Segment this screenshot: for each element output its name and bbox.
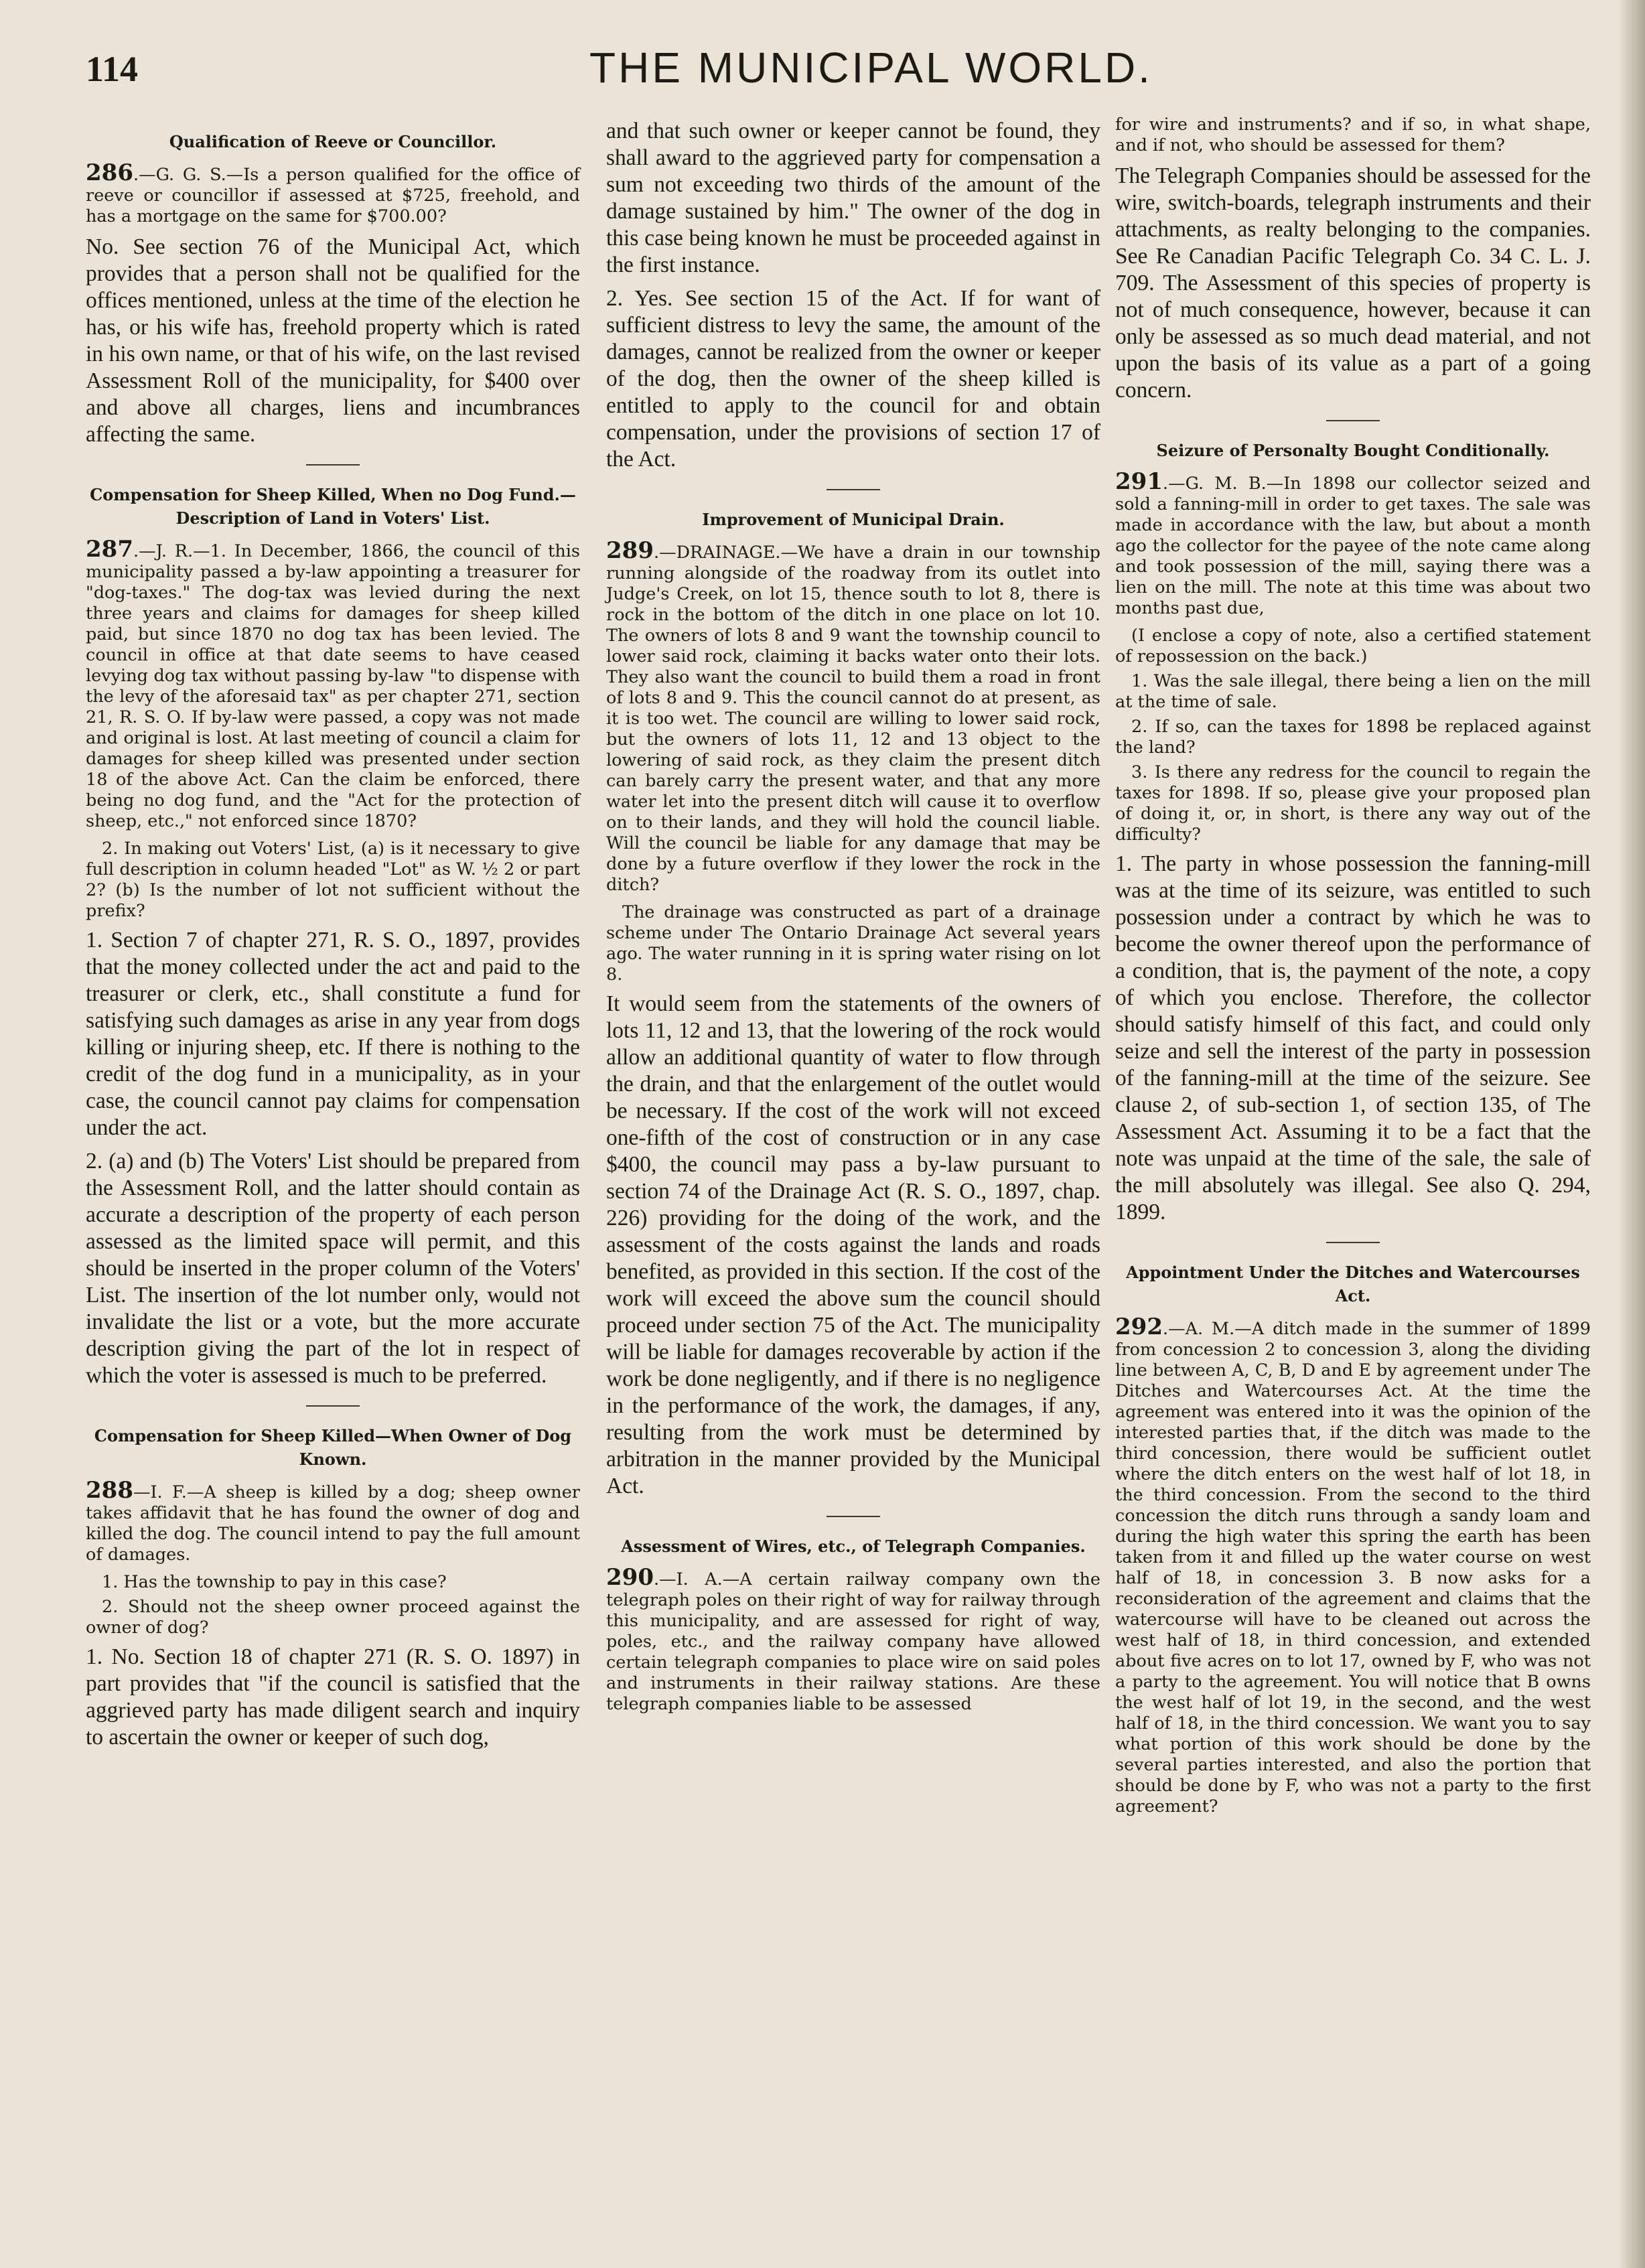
question-subpart: 1. Has the township to pay in this case? [102, 1572, 447, 1592]
question-subpart: (I enclose a copy of note, also a certified statement of repossession on the back.) [1115, 626, 1591, 666]
section-divider [827, 489, 880, 490]
question-paragraph [606, 1564, 1100, 1715]
question-subpart: 2. If so, can the taxes for 1898 be replaced against the land? [1115, 717, 1591, 758]
question-text: .—J. R.—1. In December, 1866, the council of this municipality passed a by-law appointing a treasurer for "dog-taxes." The dog-tax was levied during the next three years and claims for damages for sheep killed paid, but since 1870 no dog tax has been levied. The council in office at that date seems to have ceased levying dog tax without passing by-law "to dispense with the levy of the aforesaid tax" as per chapter 271, section 21, R. S. O. If by-law were passed, a copy was not made and original is lost. At last meeting of council a claim for damages for sheep killed was presented under section 18 of the above Act. Can the claim be enforced, there being no dog fund, and the "Act for the protection of sheep, etc.," not enforced since 1870? [86, 541, 580, 831]
question-subpart: 2. In making out Voters' List, (a) is it necessary to give full description in column headed "Lot" as W. ½ 2 or part 2? (b) Is the number of lot not sufficient without the prefix? [86, 839, 580, 921]
question-paragraph [86, 159, 580, 227]
question-paragraph [1115, 468, 1591, 619]
question-text: .—DRAINAGE.—We have a drain in our township running alongside of the roadway from its outlet into Judge's Creek, on lot 15, thence south to lot 8, there is rock in the bottom of the ditch in one place on lot 10. The owners of lots 8 and 9 want the township council to lower said rock, claiming it backs water onto their lots. They also want the council to build them a road in front of lots 8 and 9. This the council cannot do at present, as it is too wet. The council are willing to lower said rock, but the owners of lots 11, 12 and 13 object to the lowering of said rock, as they claim the present ditch can barely carry the present water, and that any more water let into the present ditch will cause it to overflow on to their lands, and they will hold the council liable. Will the council be liable for any damage that may be done by a future overflow if they lower the rock in the ditch? [606, 543, 1100, 895]
question-number: 288 [86, 1477, 133, 1504]
section-heading: Compensation for Sheep Killed, When no Dog Fund.—Description of Land in Voters' List. [90, 485, 576, 528]
column-3 [1115, 113, 1591, 1824]
section-divider [306, 1405, 360, 1407]
column-2 [606, 113, 1100, 1721]
question-subpart: 1. Was the sale illegal, there being a lien on the mill at the time of sale. [1115, 671, 1591, 712]
question-paragraph [86, 536, 580, 832]
answer-paragraph: No. See section 76 of the Municipal Act, which provides that a person shall not be qualified for the offices mentioned, unless at the time of the election he has, or his wife has, freehold property which is rated in his own name, or that of his wife, on the last revised Assessment Roll of the municipality, for $400 over and above all charges, liens and incumbrances affecting the same. [86, 234, 580, 447]
answer-paragraph: 2. (a) and (b) The Voters' List should be prepared from the Assessment Roll, and the latter should contain as accurate a description of the property of each person assessed as the limited space will permit, and this should be inserted in the proper column of the Voters' List. The insertion of the lot number only, would not invalidate the list or a vote, but the more accurate description giving the part of the lot in respect of which the voter is assessed is much to be preferred. [86, 1149, 580, 1388]
section-heading: Assessment of Wires, etc., of Telegraph Companies. [621, 1537, 1086, 1556]
question-subpart: 3. Is there any redress for the council to regain the taxes for 1898. If so, please give your proposed plan of doing it, or, in short, is there any way out of the difficulty? [1115, 762, 1591, 845]
question-number: 292 [1115, 1314, 1163, 1340]
answer-paragraph: It would seem from the statements of the owners of lots 11, 12 and 13, that the lowering of the rock would allow an additional quantity of water to flow through the drain, and that the enlargement of the outlet would be necessary. If the cost of the work will not exceed one-fifth of the cost of construction or in any case $400, the council may pass a by-law pursuant to section 74 of the Drainage Act (R. S. O., 1897, chap. 226) providing for the doing of the work, and the assessment of the costs against the lands and roads benefited, as provided in this section. If the cost of the work will exceed the above sum the council should proceed under section 75 of the Act. The municipality will be liable for damages recoverable by action if the work be done negligently, and if there is no negligence in the performance of the work, the damages, if any, resulting from the work must be determined by arbitration in the manner provided by the Municipal Act. [606, 991, 1100, 1498]
question-text: .—G. G. S.—Is a person qualified for the office of reeve or councillor if assessed at $725, freehold, and has a mortgage on the same for $700.00? [86, 165, 580, 226]
answer-paragraph: and that such owner or keeper cannot be found, they shall award to the aggrieved party for compensation a sum not exceeding two thirds of the amount of the damage sustained by him." The owner of the dog in this case being known he must be proceeded against in the first instance. [606, 119, 1100, 277]
question-text: .—I. A.—A certain railway company own the telegraph poles on their right of way for railway through this municipality, and are assessed for right of way, poles, etc., and the railway company have allowed certain telegraph companies to place wire on said poles and instruments in their railway stations. Are these telegraph companies liable to be assessed [606, 1569, 1100, 1714]
question-paragraph [1115, 113, 1591, 156]
section-divider [827, 1516, 880, 1517]
question-number: 287 [86, 536, 133, 563]
question-paragraph [1115, 1314, 1591, 1817]
answer-paragraph: 1. The party in whose possession the fanning-mill was at the time of its seizure, was entitled to such possession under a contract by which he was to become the owner thereof upon the performance of a condition, that is, the payment of the note, a copy of which you enclose. Therefore, the collector should satisfy himself of this fact, and could only seize and sell the interest of the party in possession of the fanning-mill at the time of the seizure. See clause 2, of sub-section 1, of section 135, of The Assessment Act. Assuming it to be a fact that the note was unpaid at the time of the sale, the sale of the mill absolutely was illegal. See also Q. 294, 1899. [1115, 851, 1591, 1224]
question-number: 286 [86, 159, 133, 186]
answer-paragraph: The Telegraph Companies should be assessed for the wire, switch-boards, telegraph instruments and their attachments, as realty belonging to the companies. See Re Canadian Pacific Telegraph Co. 34 C. L. J. 709. The Assessment of this species of property is not of much consequence, however, because it can only be assessed as so much dead material, and not upon the basis of its value as a part of a going concern. [1115, 163, 1591, 403]
page-edge-shadow [1618, 0, 1645, 2268]
answer-paragraph: 2. Yes. See section 15 of the Act. If for want of sufficient distress to levy the same, the amount of the damages, cannot be realized from the owner or keeper of the dog, then the owner of the sheep killed is entitled to apply to the council for and obtain compensation, under the provisions of section 17 of the Act. [606, 286, 1100, 472]
question-paragraph [606, 537, 1100, 896]
question-text: .—A. M.—A ditch made in the summer of 1899 from concession 2 to concession 3, along the dividing line between A, C, B, D and E by agreement under The Ditches and Watercourses Act. At the time the agreement was entered into it was the opinion of the interested parties that, if the ditch was made to the third concession, there would be sufficient outlet where the ditch enters on the west half of lot 18, in the third concession. From the second to the third concession the ditch runs through a sandy loam and during the high water this spring the earth has been taken from it and filled up the water course on west half of 18, in concession 3. B now asks for a reconsideration of the agreement and claims that the watercourse will have to be cleaned out across the west half of 18, in third concession, and extended about five acres on to lot 17, owned by F, who was not a party to the agreement. You will notice that B owns the west half of lot 19, in the second, and the west half of 18, in the third concession. We want you to say what portion of this work should be done by the several parties interested, and also the portion that should be done by F, who was not a party to the first agreement? [1115, 1319, 1591, 1817]
section-heading: Appointment Under the Ditches and Watercourses Act. [1126, 1263, 1580, 1305]
page-number: 114 [86, 49, 139, 89]
section-heading: Compensation for Sheep Killed—When Owner of Dog Known. [94, 1426, 572, 1469]
question-paragraph [86, 1477, 580, 1565]
section-heading: Improvement of Municipal Drain. [702, 510, 1005, 529]
running-title: THE MUNICIPAL WORLD. [589, 44, 1153, 92]
question-number: 290 [606, 1564, 654, 1591]
section-divider [1326, 1242, 1380, 1243]
question-number: 291 [1115, 468, 1163, 495]
question-subpart: The drainage was constructed as part of a drainage scheme under The Ontario Drainage Act several years ago. The water running in it is spring water rising on lot 8. [606, 902, 1100, 985]
question-subpart: 2. Should not the sheep owner proceed against the owner of dog? [86, 1597, 580, 1638]
section-divider [1326, 420, 1380, 421]
section-heading: Seizure of Personalty Bought Conditionally. [1156, 441, 1550, 460]
question-text: —I. F.—A sheep is killed by a dog; sheep owner takes affidavit that he has found the owner of dog and killed the dog. The council intend to pay the full amount of damages. [86, 1482, 580, 1565]
answer-paragraph: 1. Section 7 of chapter 271, R. S. O., 1897, provides that the money collected under the act and paid to the treasurer or clerk, etc., shall constitute a fund for satisfying such damages as arise in any year from dogs killing or injuring sheep, etc. If there is nothing to the credit of the dog fund in a municipality, as in your case, the council cannot pay claims for compensation under the act. [86, 928, 580, 1140]
question-number: 289 [606, 537, 654, 564]
section-heading: Qualification of Reeve or Councillor. [169, 132, 497, 151]
section-divider [306, 464, 360, 466]
question-text: for wire and instruments? and if so, in what shape, and if not, who should be assessed for them? [1115, 115, 1591, 155]
column-1 [86, 113, 580, 1758]
answer-paragraph: 1. No. Section 18 of chapter 271 (R. S. O. 1897) in part provides that "if the council is satisfied that the aggrieved party has made diligent search and inquiry to ascertain the owner or keeper of such dog, [86, 1644, 580, 1750]
question-text: .—G. M. B.—In 1898 our collector seized and sold a fanning-mill in order to get taxes. The sale was made in accordance with the law, but about a month ago the collector for the payee of the note came along and took possession of the mill, saying there was a lien on the mill. The note at this time was about two months past due, [1115, 474, 1591, 618]
